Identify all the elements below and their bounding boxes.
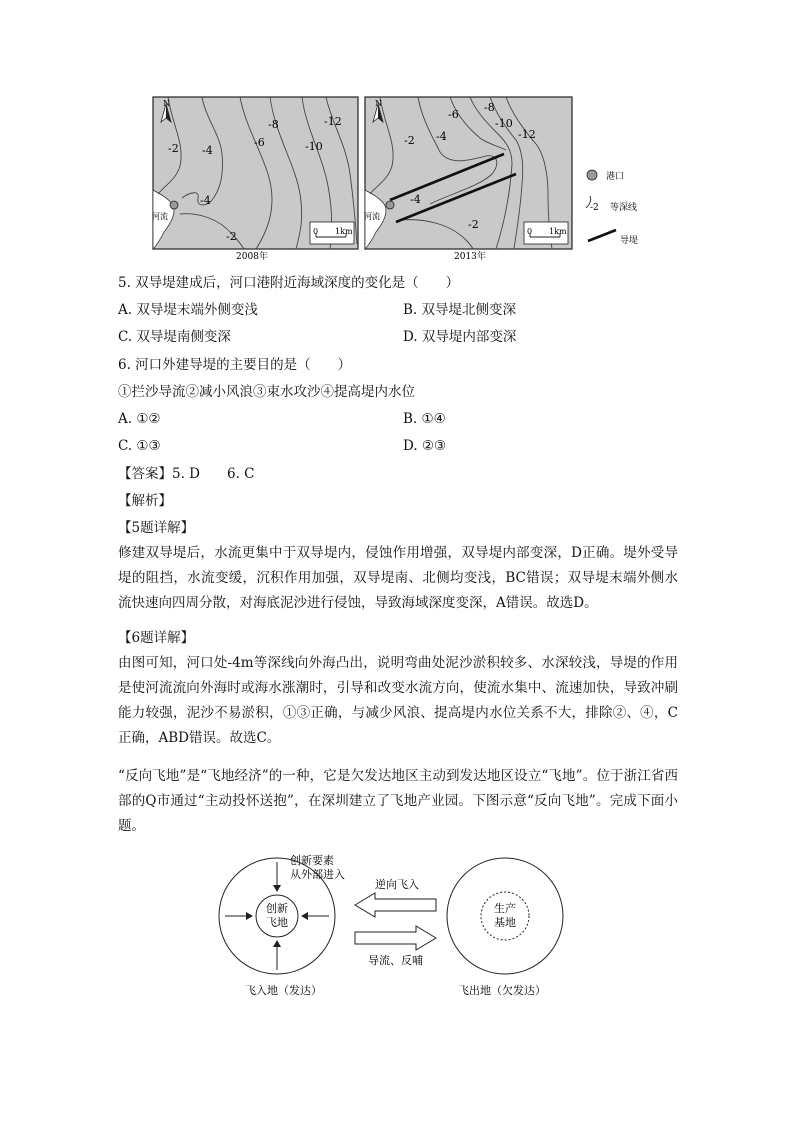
map-2013 xyxy=(364,97,572,262)
top-label-line1: 创新要素 xyxy=(290,854,334,867)
map1-contour-label: -12 xyxy=(324,115,342,128)
q6-items: ①拦沙导流②减小风浪③束水攻沙④提高堤内水位 xyxy=(118,384,415,400)
q6-detail-paragraph xyxy=(118,651,678,751)
map2-scale-label: 1km xyxy=(549,227,567,236)
intro-text: “反向飞地”是“飞地经济”的一种，它是欠发达地区主动到发达地区设立“飞地”。位于浙江省西部的Q市通过“主动投怀送抱”，在深圳建立了飞地产业园。下图示意“反向飞地”。完成下面小题。 xyxy=(118,768,678,834)
hollow-arrow-left-icon xyxy=(355,893,436,917)
intro-paragraph xyxy=(118,764,678,839)
hollow-arrow-right-icon xyxy=(355,926,436,950)
map2-contour-label: -8 xyxy=(484,101,495,114)
map1-scale-zero: 0 xyxy=(313,227,319,236)
map1-contour-label: -4 xyxy=(202,144,213,157)
map1-river-label: 河流 xyxy=(152,212,168,221)
q5-detail-label: 【5题详解】 xyxy=(118,520,195,536)
map1-contour-label: -8 xyxy=(268,118,279,131)
map2-north-label: N xyxy=(375,99,382,108)
legend-isobath-value: -2 xyxy=(590,203,599,213)
analysis-label: 【解析】 xyxy=(118,493,172,509)
map1-contour-label: -10 xyxy=(305,140,323,153)
q5-option-c: C. 双导堤南侧变深 xyxy=(118,329,231,345)
map2-river-label: 河流 xyxy=(364,212,380,221)
inner-right-line1: 生产 xyxy=(494,902,516,915)
legend-port-icon xyxy=(587,170,597,180)
q6-option-d: D. ②③ xyxy=(403,438,447,454)
left-caption: 飞入地（发达） xyxy=(245,984,322,997)
arrow-bottom-label: 导流、反哺 xyxy=(368,954,423,967)
answer-line: 【答案】5. D 6. C xyxy=(118,466,255,482)
q5-detail-paragraph xyxy=(118,541,678,616)
map2-contour-label: -4 xyxy=(410,193,421,206)
isobath-maps-figure xyxy=(150,94,670,266)
q5-option-a: A. 双导堤末端外侧变浅 xyxy=(118,302,258,318)
q5-stem: 5. 双导堤建成后，河口港附近海域深度的变化是（ ） xyxy=(118,275,460,291)
map1-year-label: 2008年 xyxy=(236,252,268,262)
map1-contour-label: -2 xyxy=(168,142,179,155)
q6-stem: 6. 河口外建导堤的主要目的是（ ） xyxy=(118,357,352,373)
reverse-enclave-svg xyxy=(215,848,575,1008)
map1-contour-label: -4 xyxy=(200,194,211,207)
map1-port-icon xyxy=(170,201,178,209)
map2-contour-label: -2 xyxy=(404,134,415,147)
inner-left-line2: 飞地 xyxy=(266,916,288,929)
map2-contour-label: -2 xyxy=(468,218,479,231)
map2-year-label: 2013年 xyxy=(454,252,486,262)
reverse-enclave-diagram xyxy=(215,848,575,1008)
legend-port-label: 港口 xyxy=(606,172,625,182)
map2-contour-label: -4 xyxy=(436,130,447,143)
q6-option-c: C. ①③ xyxy=(118,438,161,454)
q6-detail-label: 【6题详解】 xyxy=(118,630,195,646)
map1-contour-label: -2 xyxy=(226,230,237,243)
q6-detail-text: 由图可知，河口处-4m等深线向外海凸出，说明弯曲处泥沙淤积较多、水深较浅，导堤的作用是使河流流向外海时或海水涨潮时，引导和改变水流方向，使流水集中、流速加快，导致冲刷能力较强，泥沙不易淤积，①③正确，与减少风浪、提高堤内水位关系不大，排除②、④，C正确，ABD错误。故选C。 xyxy=(118,655,678,746)
top-label-line2: 从外部进入 xyxy=(290,868,345,881)
map2-port-icon xyxy=(386,201,394,209)
inner-left-line1: 创新 xyxy=(266,902,288,915)
map1-contour-label: -6 xyxy=(254,136,265,149)
q5-detail-text: 修建双导堤后，水流更集中于双导堤内，侵蚀作用增强，双导堤内部变深，D正确。堤外受导堤的阻挡，水流变缓，沉积作用加强，双导堤南、北侧均变浅，BC错误；双导堤末端外侧水流快速向四周分散，对海底泥沙进行侵蚀，导致海域深度变深，A错误。故选D。 xyxy=(118,545,678,611)
map-2008 xyxy=(152,97,358,262)
legend-jetty-label: 导堤 xyxy=(620,236,639,246)
q5-option-d: D. 双导堤内部变深 xyxy=(403,329,517,345)
inner-right-line2: 基地 xyxy=(494,916,516,929)
arrow-down-icon xyxy=(273,885,281,892)
map-legend xyxy=(586,170,638,246)
map2-contour-label: -6 xyxy=(448,108,459,121)
map1-scale-label: 1km xyxy=(335,227,353,236)
map2-contour-label: -10 xyxy=(495,117,513,130)
map1-north-label: N xyxy=(163,99,170,108)
q6-option-a: A. ①② xyxy=(118,411,161,427)
right-caption: 飞出地（欠发达） xyxy=(458,984,546,997)
map2-scale-zero: 0 xyxy=(527,227,533,236)
q5-option-b: B. 双导堤北侧变深 xyxy=(403,302,517,318)
map2-contour-label: -12 xyxy=(518,128,536,141)
isobath-maps-svg xyxy=(150,94,670,266)
arrow-right-icon xyxy=(246,912,253,920)
legend-isobath-label: 等深线 xyxy=(610,203,638,213)
legend-jetty-icon xyxy=(588,230,616,241)
arrow-left-icon xyxy=(301,912,308,920)
arrow-top-label: 逆向飞入 xyxy=(375,878,419,891)
arrow-up-icon xyxy=(273,940,281,947)
q6-option-b: B. ①④ xyxy=(403,411,446,427)
